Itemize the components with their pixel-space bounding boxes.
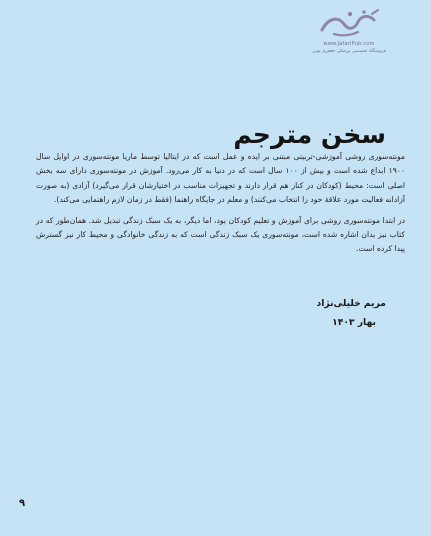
page-number: ۹	[19, 498, 26, 509]
signature-date: بهار ۱۴۰۳	[332, 317, 376, 328]
publisher-logo[interactable]	[289, 8, 409, 58]
publisher-tagline: فروشگاه تخصصی پزشکی جعفری نوین	[312, 49, 386, 54]
translator-name: مریم خلیلی‌نژاد	[316, 298, 386, 309]
page-title: سخن مترجم	[233, 120, 386, 149]
paragraph-1: مونته‌سوری روشی آموزشی-تربیتی مبتنی بر ایده و عمل است که در ایتالیا توسط ماریا مونته‌سوری در اوایل سال ۱۹۰۰ ابداع شده است و بیش از ۱۰۰ سال است که در دنیا به کار می‌رود. آموزش در مونته‌سوری دارای سه بخش اصلی است: محیط (کودکان در کنار هم قرار دارند و تجهیزات مناسب در اختیارشان قرار می‌گیرد) آزادی (به صورت آزادانه فعالیت مورد علاقهٔ خود را انتخاب می‌کنند) و معلم در جایگاه راهنما (فقط در زمان لازم راهنمایی می‌کند).	[36, 152, 405, 205]
paragraph-2: در ابتدا مونته‌سوری روشی برای آموزش و تعلیم کودکان بود، اما دیگر، به یک سبک زندگی تبدیل شد. همان‌طور که در کتاب نیز بدان اشاره شده است، مونته‌سوری یک سبک زندگی است که به زندگی خانوادگی و محیط کار نیز گسترش پیدا کرده است.	[36, 215, 405, 254]
translator-signature	[317, 294, 386, 332]
publisher-url[interactable]: www.JafariPub.com	[323, 41, 375, 47]
body-text	[36, 150, 405, 263]
jafari-logo-icon	[314, 8, 384, 40]
